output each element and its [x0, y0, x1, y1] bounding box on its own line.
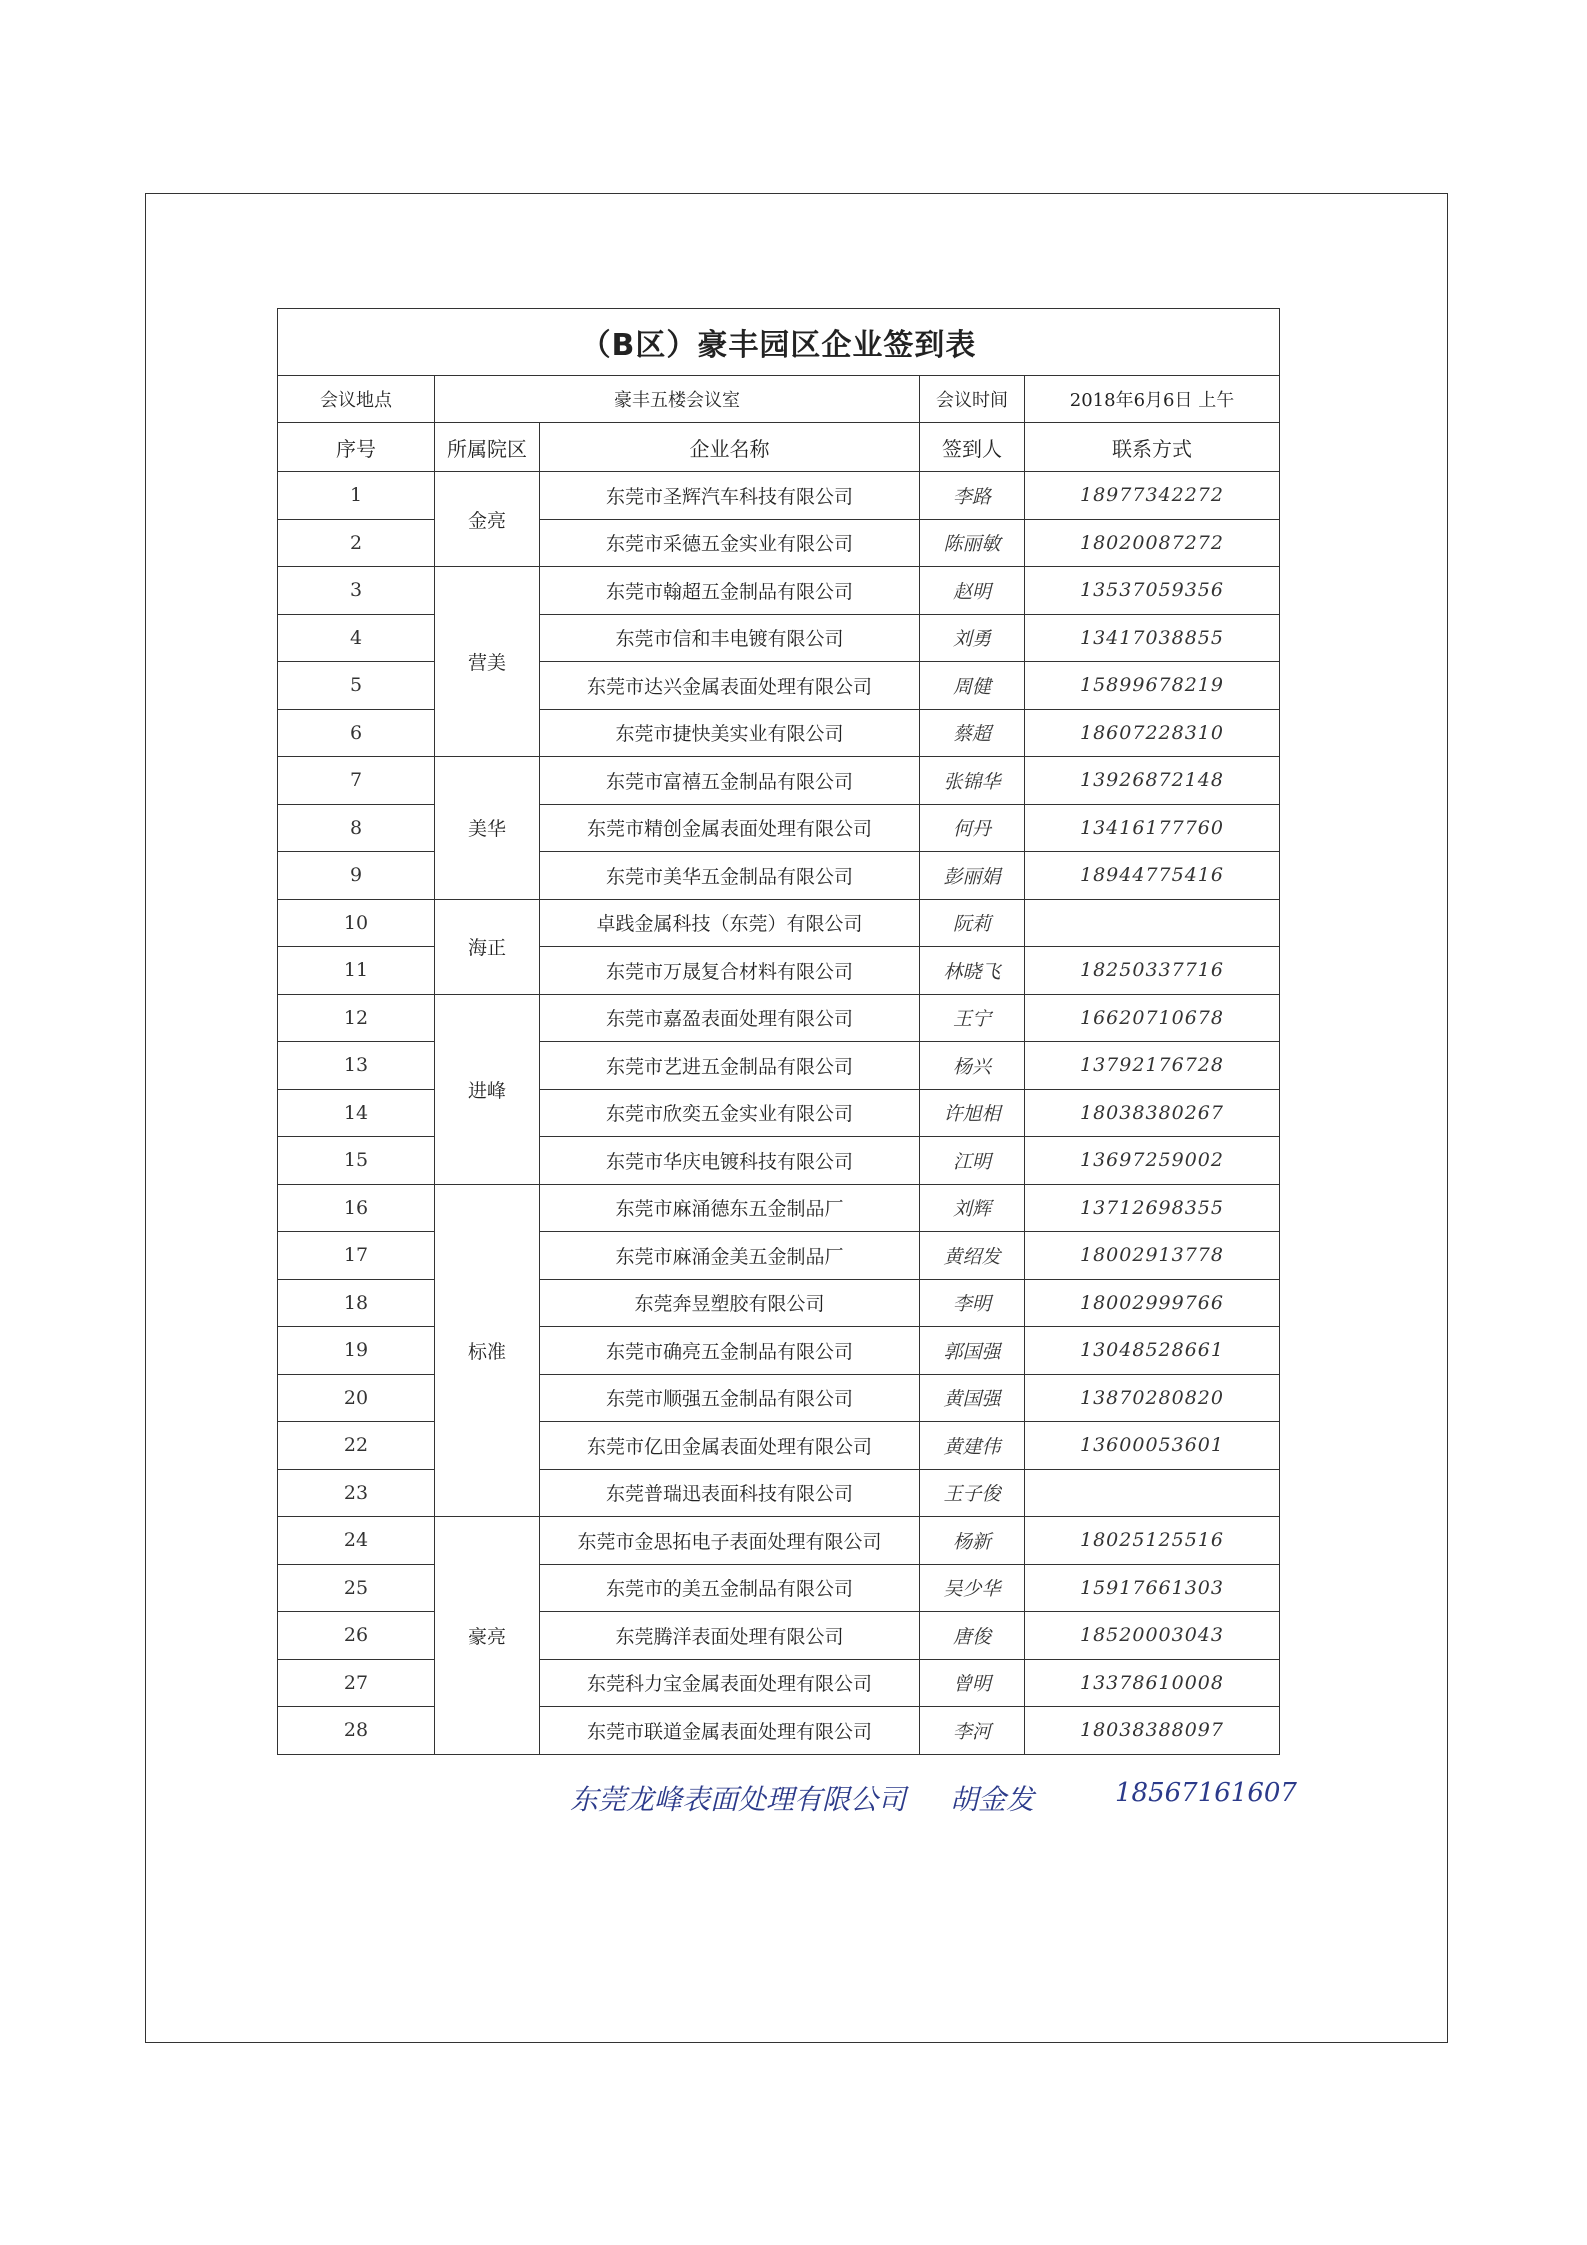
company-name: 东莞市信和丰电镀有限公司 — [540, 614, 920, 662]
zone-cell: 标准 — [435, 1184, 540, 1517]
row-number: 4 — [278, 614, 435, 662]
signature: 王宁 — [920, 994, 1025, 1042]
phone-number: 18025125516 — [1025, 1517, 1280, 1565]
table-row — [278, 852, 1280, 900]
row-number: 8 — [278, 804, 435, 852]
phone-number: 13416177760 — [1025, 804, 1280, 852]
phone-number: 13378610008 — [1025, 1659, 1280, 1707]
extra-signature: 胡金发 — [950, 1783, 1035, 1816]
row-number: 5 — [278, 662, 435, 710]
company-name: 东莞市万晟复合材料有限公司 — [540, 947, 920, 995]
table-row — [278, 1089, 1280, 1137]
row-number: 12 — [278, 994, 435, 1042]
row-number: 20 — [278, 1374, 435, 1422]
row-number: 2 — [278, 519, 435, 567]
extra-company: 东莞龙峰表面处理有限公司 — [570, 1783, 907, 1816]
table-row — [278, 899, 1280, 947]
zone-cell: 豪亮 — [435, 1517, 540, 1755]
zone-cell: 营美 — [435, 567, 540, 757]
signature: 江明 — [920, 1137, 1025, 1185]
signature: 刘辉 — [920, 1184, 1025, 1232]
zone-cell: 美华 — [435, 757, 540, 900]
company-name: 东莞市确亮五金制品有限公司 — [540, 1327, 920, 1375]
phone-number: 18250337716 — [1025, 947, 1280, 995]
signature: 周健 — [920, 662, 1025, 710]
company-name: 东莞科力宝金属表面处理有限公司 — [540, 1659, 920, 1707]
header-company: 企业名称 — [540, 423, 920, 472]
row-number: 22 — [278, 1422, 435, 1470]
table-row — [278, 1422, 1280, 1470]
table-row — [278, 1517, 1280, 1565]
table-row — [278, 1279, 1280, 1327]
zone-cell: 金亮 — [435, 472, 540, 567]
sign-in-sheet — [277, 308, 1279, 1755]
header-signer: 签到人 — [920, 423, 1025, 472]
signature: 刘勇 — [920, 614, 1025, 662]
table-row — [278, 994, 1280, 1042]
phone-number: 18002999766 — [1025, 1279, 1280, 1327]
table-title: （B区）豪丰园区企业签到表 — [278, 309, 1280, 376]
time-label: 会议时间 — [920, 376, 1025, 423]
signature: 李河 — [920, 1707, 1025, 1755]
table-row — [278, 1327, 1280, 1375]
table-row — [278, 662, 1280, 710]
phone-number: 13537059356 — [1025, 567, 1280, 615]
phone-number: 13792176728 — [1025, 1042, 1280, 1090]
company-name: 东莞市富禧五金制品有限公司 — [540, 757, 920, 805]
company-name: 东莞市精创金属表面处理有限公司 — [540, 804, 920, 852]
row-number: 17 — [278, 1232, 435, 1280]
row-number: 9 — [278, 852, 435, 900]
signature: 赵明 — [920, 567, 1025, 615]
phone-number: 18038380267 — [1025, 1089, 1280, 1137]
table-row — [278, 472, 1280, 520]
signature: 黄建伟 — [920, 1422, 1025, 1470]
company-name: 东莞市艺进五金制品有限公司 — [540, 1042, 920, 1090]
company-name: 东莞市圣辉汽车科技有限公司 — [540, 472, 920, 520]
company-name: 东莞市采德五金实业有限公司 — [540, 519, 920, 567]
company-name: 东莞市亿田金属表面处理有限公司 — [540, 1422, 920, 1470]
signature: 黄绍发 — [920, 1232, 1025, 1280]
signature: 郭国强 — [920, 1327, 1025, 1375]
company-name: 东莞市美华五金制品有限公司 — [540, 852, 920, 900]
company-name: 东莞市麻涌德东五金制品厂 — [540, 1184, 920, 1232]
signature: 李路 — [920, 472, 1025, 520]
row-number: 24 — [278, 1517, 435, 1565]
phone-number: 13600053601 — [1025, 1422, 1280, 1470]
signature: 阮莉 — [920, 899, 1025, 947]
phone-number: 13048528661 — [1025, 1327, 1280, 1375]
sign-in-table — [277, 308, 1280, 1755]
signature: 吴少华 — [920, 1564, 1025, 1612]
phone-number — [1025, 899, 1280, 947]
phone-number: 13870280820 — [1025, 1374, 1280, 1422]
row-number: 13 — [278, 1042, 435, 1090]
signature: 杨兴 — [920, 1042, 1025, 1090]
phone-number: 18520003043 — [1025, 1612, 1280, 1660]
signature: 杨新 — [920, 1517, 1025, 1565]
company-name: 东莞市翰超五金制品有限公司 — [540, 567, 920, 615]
phone-number: 18977342272 — [1025, 472, 1280, 520]
signature: 陈丽敏 — [920, 519, 1025, 567]
row-number: 18 — [278, 1279, 435, 1327]
row-number: 14 — [278, 1089, 435, 1137]
company-name: 东莞市捷快美实业有限公司 — [540, 709, 920, 757]
signature: 曾明 — [920, 1659, 1025, 1707]
row-number: 28 — [278, 1707, 435, 1755]
row-number: 7 — [278, 757, 435, 805]
signature: 黄国强 — [920, 1374, 1025, 1422]
row-number: 6 — [278, 709, 435, 757]
company-name: 东莞普瑞迅表面科技有限公司 — [540, 1469, 920, 1517]
table-row — [278, 519, 1280, 567]
company-name: 东莞市嘉盈表面处理有限公司 — [540, 994, 920, 1042]
company-name: 卓践金属科技（东莞）有限公司 — [540, 899, 920, 947]
row-number: 1 — [278, 472, 435, 520]
signature: 何丹 — [920, 804, 1025, 852]
row-number: 26 — [278, 1612, 435, 1660]
header-seq: 序号 — [278, 423, 435, 472]
company-name: 东莞市金思拓电子表面处理有限公司 — [540, 1517, 920, 1565]
phone-number: 18002913778 — [1025, 1232, 1280, 1280]
phone-number: 16620710678 — [1025, 994, 1280, 1042]
table-row — [278, 614, 1280, 662]
row-number: 11 — [278, 947, 435, 995]
extra-phone: 18567161607 — [1115, 1778, 1297, 1808]
table-row — [278, 1612, 1280, 1660]
phone-number: 13697259002 — [1025, 1137, 1280, 1185]
company-name: 东莞市顺强五金制品有限公司 — [540, 1374, 920, 1422]
table-row — [278, 567, 1280, 615]
row-number: 27 — [278, 1659, 435, 1707]
table-row — [278, 1659, 1280, 1707]
phone-number — [1025, 1469, 1280, 1517]
row-number: 16 — [278, 1184, 435, 1232]
table-row — [278, 1184, 1280, 1232]
company-name: 东莞奔昱塑胶有限公司 — [540, 1279, 920, 1327]
row-number: 15 — [278, 1137, 435, 1185]
signature: 林晓飞 — [920, 947, 1025, 995]
phone-number: 18607228310 — [1025, 709, 1280, 757]
table-row — [278, 804, 1280, 852]
signature: 唐俊 — [920, 1612, 1025, 1660]
header-contact: 联系方式 — [1025, 423, 1280, 472]
location-label: 会议地点 — [278, 376, 435, 423]
table-row — [278, 1469, 1280, 1517]
phone-number: 18038388097 — [1025, 1707, 1280, 1755]
signature: 李明 — [920, 1279, 1025, 1327]
phone-number: 15899678219 — [1025, 662, 1280, 710]
time-value: 2018年6月6日 上午 — [1025, 376, 1280, 423]
signature: 彭丽娟 — [920, 852, 1025, 900]
table-row — [278, 757, 1280, 805]
table-row — [278, 1042, 1280, 1090]
table-row — [278, 709, 1280, 757]
table-row — [278, 1137, 1280, 1185]
company-name: 东莞市达兴金属表面处理有限公司 — [540, 662, 920, 710]
company-name: 东莞市联道金属表面处理有限公司 — [540, 1707, 920, 1755]
company-name: 东莞市的美五金制品有限公司 — [540, 1564, 920, 1612]
zone-cell: 海正 — [435, 899, 540, 994]
location-value: 豪丰五楼会议室 — [435, 376, 920, 423]
phone-number: 18020087272 — [1025, 519, 1280, 567]
signature: 张锦华 — [920, 757, 1025, 805]
zone-cell: 进峰 — [435, 994, 540, 1184]
phone-number: 18944775416 — [1025, 852, 1280, 900]
row-number: 10 — [278, 899, 435, 947]
row-number: 3 — [278, 567, 435, 615]
signature: 王子俊 — [920, 1469, 1025, 1517]
phone-number: 13417038855 — [1025, 614, 1280, 662]
signature: 蔡超 — [920, 709, 1025, 757]
row-number: 23 — [278, 1469, 435, 1517]
header-zone: 所属院区 — [435, 423, 540, 472]
row-number: 19 — [278, 1327, 435, 1375]
table-row — [278, 1232, 1280, 1280]
signature: 许旭相 — [920, 1089, 1025, 1137]
phone-number: 13712698355 — [1025, 1184, 1280, 1232]
table-row — [278, 1564, 1280, 1612]
phone-number: 13926872148 — [1025, 757, 1280, 805]
company-name: 东莞市欣奕五金实业有限公司 — [540, 1089, 920, 1137]
table-row — [278, 1707, 1280, 1755]
table-row — [278, 947, 1280, 995]
company-name: 东莞市麻涌金美五金制品厂 — [540, 1232, 920, 1280]
handwritten-extra-entry — [570, 1772, 1297, 1832]
phone-number: 15917661303 — [1025, 1564, 1280, 1612]
company-name: 东莞市华庆电镀科技有限公司 — [540, 1137, 920, 1185]
company-name: 东莞腾洋表面处理有限公司 — [540, 1612, 920, 1660]
table-row — [278, 1374, 1280, 1422]
row-number: 25 — [278, 1564, 435, 1612]
